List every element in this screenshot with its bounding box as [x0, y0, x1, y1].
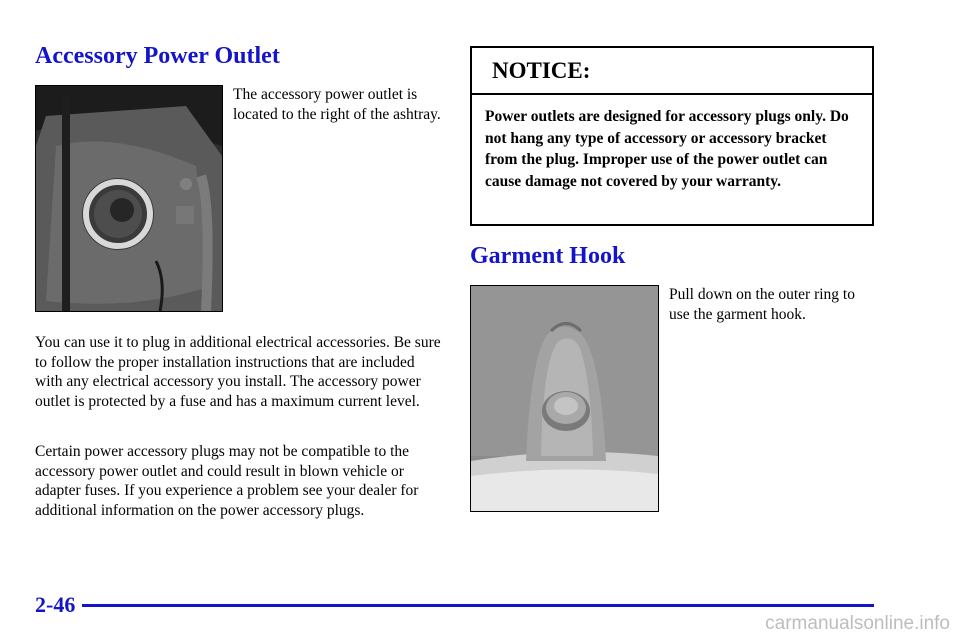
garment-hook-photo [470, 285, 659, 512]
notice-title: NOTICE: [472, 48, 872, 95]
accessory-power-outlet-heading: Accessory Power Outlet [35, 43, 280, 69]
notice-box [470, 46, 874, 226]
power-outlet-paragraph-usage: You can use it to plug in additional electrical accessories. Be sure to follow the proper installation instructions that are included with any electrical accessory you install. The accessory power outlet is protected by a fuse and has a maximum current level. [35, 334, 441, 410]
power-outlet-photo [35, 85, 223, 312]
garment-hook-heading: Garment Hook [470, 243, 626, 269]
footer-rule [82, 604, 874, 607]
power-outlet-caption: The accessory power outlet is located to the right of the ashtray. [233, 86, 441, 123]
power-outlet-paragraph-compatibility: Certain power accessory plugs may not be compatible to the accessory power outlet and could result in blown vehicle or adapter fuses. If you experience a problem see your dealer for additional information on the power accessory plugs. [35, 443, 419, 519]
page-number: 2-46 [35, 592, 76, 617]
watermark: carmanualsonline.info [765, 613, 950, 634]
notice-body: Power outlets are designed for accessory plugs only. Do not hang any type of accessory or accessory bracket from the plug. Improper use of the power outlet can cause damage not covered by your warranty. [485, 108, 849, 190]
garment-hook-caption: Pull down on the outer ring to use the garment hook. [669, 286, 855, 323]
